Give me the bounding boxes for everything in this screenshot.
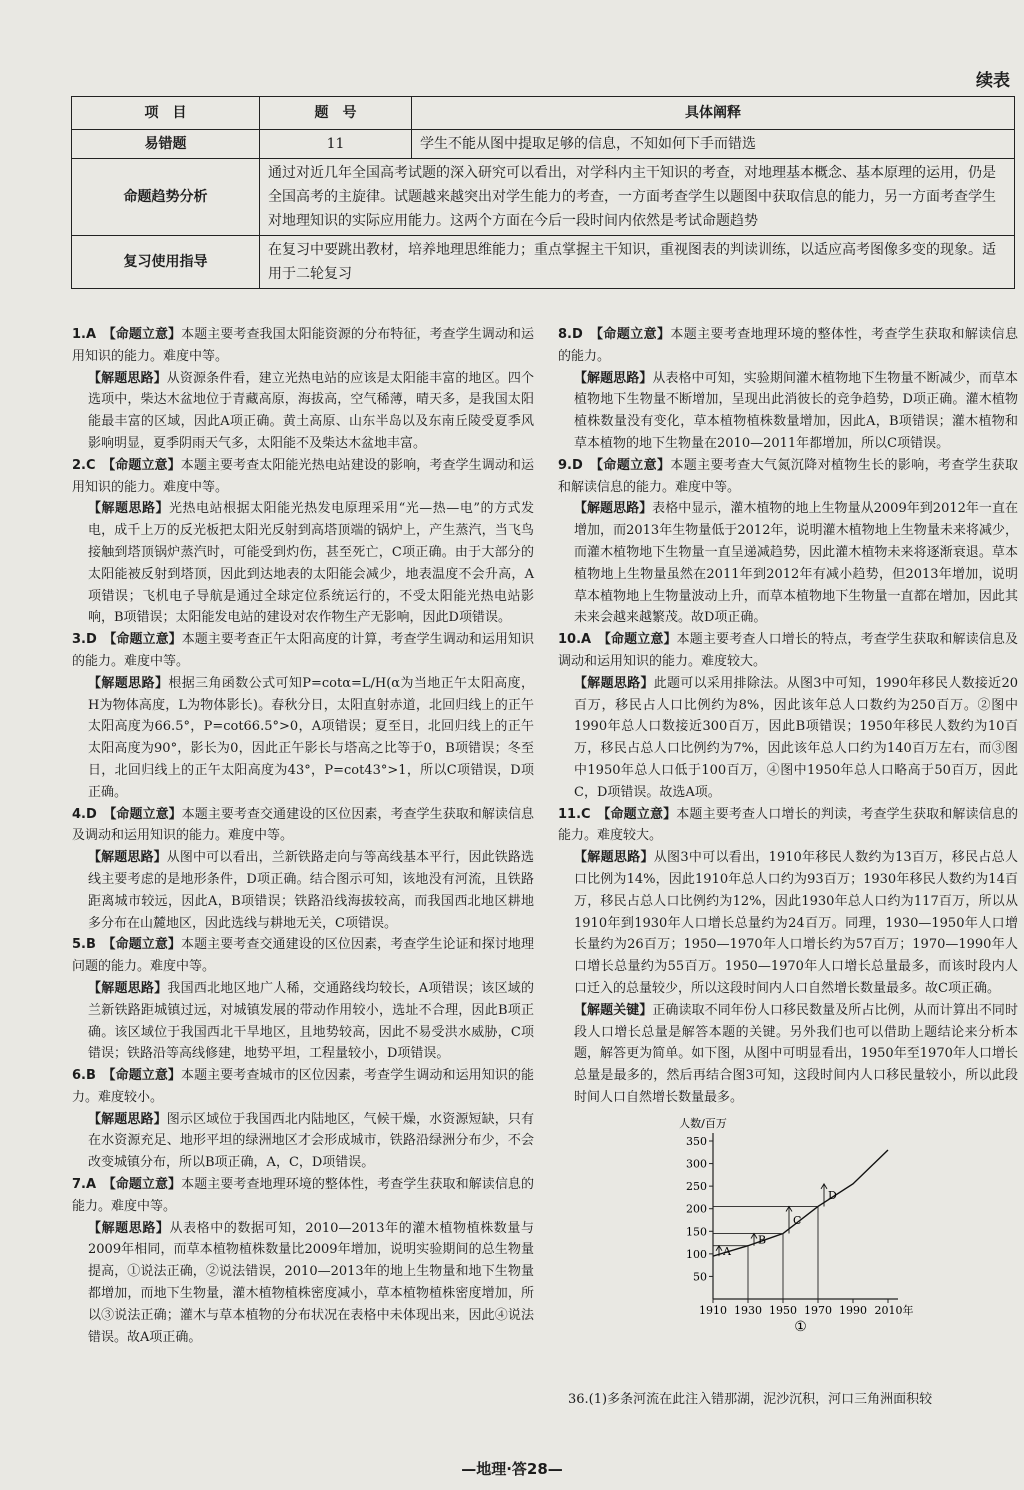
- y-tick-label: 300: [686, 1157, 707, 1171]
- x-tick-label: 1910: [699, 1303, 727, 1317]
- answer-9-solution: [558, 498, 1018, 629]
- answer-6-solution: [72, 1109, 534, 1174]
- answer-2: [72, 455, 534, 499]
- y-tick-label: 250: [686, 1179, 707, 1193]
- solution-text: 从表格中可知，实验期间灌木植物地下生物量不断减少，而草本植物地下生物量不断增加，呈现出此消彼长的竞争趋势，D项正确。灌木植物植株数量没有变化，草本植物植株数量增加，因此A，B项错误；灌木植物和草本植物的地下生物量在2010—2011年都增加，所以C项错误。: [574, 370, 1018, 451]
- left-column: [72, 324, 534, 1348]
- solution-text: 从表格中的数据可知，2010—2013年的灌木植物植株数量与2009年相同，而草本植物植株数量比2009年增加，说明实验期间的总生物量提高，①说法正确，②说法错误，2010—2013年的地上生物量和地下生物量都增加，而地下生物量，灌木植物植株密度减小，草本植物植株密度增加，所以③说法正确；灌木与草本植物的分布状况在表格中未体现出来，因此④说法错误。故A项正确。: [88, 1220, 534, 1345]
- answer-intent: 本题主要考查地理环境的整体性，考查学生获取和解读信息的能力。难度中等。: [72, 1177, 534, 1214]
- increment-label: A: [723, 1244, 731, 1258]
- x-tick-label: 2010年: [874, 1303, 914, 1317]
- answer-5: [72, 934, 534, 978]
- key-text: 正确读取不同年份人口移民数量及所占比例，从而计算出不同时段人口增长总量是解答本题的关键。另外我们也可以借助上题结论来分析本题，解答更为简单。如下图，从图中可明显看出，1950年至1970年人口增长总量是最多的，然后再结合图3可知，这段时间内人口移民量较小，所以此段时间人口自然增长数量最多。: [574, 1002, 1018, 1105]
- solution-tag: 【解题思路】: [88, 1111, 167, 1127]
- answer-intent: 本题主要考查交通建设的区位因素，考查学生论证和探讨地理问题的能力。难度中等。: [72, 937, 534, 975]
- increment-label: C: [793, 1213, 802, 1227]
- answer-7: [72, 1174, 534, 1218]
- row-label: 易错题: [72, 130, 260, 159]
- solution-tag: 【解题思路】: [88, 980, 168, 996]
- answer-head: 1.A 【命题立意】: [72, 327, 182, 342]
- answer-11-solution: [558, 847, 1018, 1000]
- answer-11-key: [558, 1000, 1018, 1109]
- solution-text: 光热电站根据太阳能光热发电原理采用“光—热—电”的方式发电，成千上万的反光板把太阳光反射到高塔顶端的锅炉上，产生蒸汽，当飞鸟接触到塔顶锅炉蒸汽时，可能受到灼伤，甚至死亡，C项正确。由于大部分的太阳能被反射到塔顶，因此到达地表的太阳能会减少，地表温度不会升高，A项错误；飞机电子导航是通过全球定位系统运行的，不受太阳能光热电站影响，B项错误；太阳能发电站的建设对农作物生产无影响，因此D项错误。: [88, 501, 534, 626]
- answer-3-solution: [72, 673, 534, 804]
- answer-head: 2.C 【命题立意】: [72, 457, 181, 473]
- solution-tag: 【解题思路】: [88, 501, 170, 517]
- answer-head: 3.D 【命题立意】: [72, 632, 182, 648]
- answer-head: 7.A 【命题立意】: [72, 1177, 182, 1193]
- answer-head: 5.B 【命题立意】: [72, 937, 181, 953]
- solution-tag: 【解题思路】: [574, 850, 654, 866]
- solution-text: 从资源条件看，建立光热电站的应该是太阳能丰富的地区。四个选项中，柴达木盆地位于青藏高原，海拔高，空气稀薄，晴天多，是我国太阳能最丰富的区域，因此A项正确。黄土高原、山东半岛以及东南丘陵受夏季风影响明显，夏季阴雨天气多，太阳能不及柴达木盆地丰富。: [88, 370, 534, 451]
- solution-text: 表格中显示，灌木植物的地上生物量从2009年到2012年一直在增加，而2013年生物量低于2012年，说明灌木植物地上生物量未来将减少，而灌木植物地下生物量一直呈递减趋势，因此灌木植物未来将逐渐衰退。草本植物地上生物量虽然在2011年到2012年有减小趋势，但2013年增加，说明草本植物地上生物量波动上升，而草本植物地下生物量一直都在增加，因此其未来会越来越繁茂。故D项正确。: [574, 501, 1018, 626]
- answer-intent: 本题主要考查城市的区位因素，考查学生调动和运用知识的能力。难度较小。: [72, 1068, 534, 1105]
- chart-title: ①: [794, 1318, 807, 1335]
- answer-36: 36.(1)多条河流在此注入错那湖，泥沙沉积，河口三角洲面积较: [568, 1392, 933, 1407]
- answer-intent: 本题主要考查人口增长的判读，考查学生获取和解读信息的能力。难度较大。: [558, 806, 1018, 844]
- increment-label: D: [828, 1188, 837, 1202]
- solution-tag: 【解题思路】: [88, 1220, 170, 1236]
- solution-text: 根据三角函数公式可知P=cotα=L/H(α为当地正午太阳高度，H为物体高度，L为物体影长)。春秋分日，太阳直射赤道，北回归线上的正午太阳高度为66.5°，P=cot66.5°>0，A项错误；夏至日，北回归线上的正午太阳高度为90°，影长为0，因此正午影长与塔高之比等于0，B项错误；冬至日，北回归线上的正午太阳高度为43°，P=cot43°>1，所以C项错误，D项正确。: [88, 675, 534, 800]
- answer-11: [558, 804, 1018, 848]
- table-row: [72, 130, 1015, 159]
- answer-intent: 本题主要考查人口增长的特点，考查学生获取和解读信息及调动和运用知识的能力。难度较大。: [558, 632, 1018, 669]
- y-tick-label: 150: [686, 1224, 707, 1238]
- solution-text: 从图3中可以看出，1910年移民人数约为13百万，移民占总人口比例为14%，因此1910年总人口约为93百万；1930年移民人数约为14百万，移民占总人口比例约为12%，因此1930年总人口约为117百万，所以从1910年到1930年人口增长总量约为24百万。同理，1930—1950年人口增长量约为26百万；1950—1970年人口增长约为57百万；1970—1990年人口增长总量约为55百万。1950—1970年人口增长总量最多，而该时段内人口迁入的总量较少，所以这段时间内人口自然增长数量最多。故C项正确。: [574, 850, 1018, 996]
- answer-6: [72, 1065, 534, 1109]
- answer-8: [558, 324, 1018, 368]
- x-tick-label: 1950: [769, 1303, 797, 1317]
- row-text: 通过对近几年全国高考试题的深入研究可以看出，对学科内主干知识的考查，对地理基本概念、基本原理的运用，仍是全国高考的主旋律。试题越来越突出对学生能力的考查，一方面考查学生以题图中获取信息的能力，另一方面考查学生对地理知识的实际应用能力。这两个方面在今后一段时间内依然是考试命题趋势: [260, 159, 1015, 236]
- header-number: 题 号: [260, 97, 412, 130]
- continued-label: 续表: [976, 71, 1010, 91]
- y-tick-label: 200: [686, 1202, 707, 1216]
- answer-head: 9.D 【命题立意】: [558, 457, 671, 473]
- row-label: 复习使用指导: [72, 236, 260, 289]
- solution-tag: 【解题思路】: [574, 370, 653, 386]
- answer-intent: 本题主要考查正午太阳高度的计算，考查学生调动和运用知识的能力。难度中等。: [72, 632, 534, 669]
- summary-table: [71, 96, 1015, 289]
- answer-head: 8.D 【命题立意】: [558, 327, 671, 342]
- solution-tag: 【解题思路】: [88, 850, 167, 866]
- increment-label: B: [758, 1233, 767, 1247]
- x-tick-label: 1990: [839, 1303, 867, 1317]
- answer-intent: 本题主要考查地理环境的整体性，考查学生获取和解读信息的能力。: [558, 327, 1018, 364]
- population-chart: [558, 1109, 1018, 1335]
- x-tick-label: 1930: [734, 1303, 762, 1317]
- answer-10: [558, 629, 1018, 673]
- population-chart-wrapper: [558, 1109, 1018, 1335]
- solution-text: 图示区域位于我国西北内陆地区，气候干燥，水资源短缺，只有在水资源充足、地形平坦的绿洲地区才会形成城市，铁路沿绿洲分布少，不会改变城镇分布，所以B项正确，A，C，D项错误。: [88, 1111, 534, 1171]
- row-label: 命题趋势分析: [72, 159, 260, 236]
- row-text: 在复习中要跳出教材，培养地理思维能力；重点掌握主干知识，重视图表的判读训练，以适应高考图像多变的现象。适用于二轮复习: [260, 236, 1015, 289]
- answer-intent: 本题主要考查我国太阳能资源的分布特征，考查学生调动和运用知识的能力。难度中等。: [72, 327, 534, 364]
- answer-intent: 本题主要考查大气氮沉降对植物生长的影响，考查学生获取和解读信息的能力。难度中等。: [558, 457, 1018, 495]
- table-header-row: [72, 97, 1015, 130]
- answer-head: 6.B 【命题立意】: [72, 1068, 181, 1084]
- answer-1: [72, 324, 534, 368]
- x-tick-label: 1970: [804, 1303, 832, 1317]
- answer-head: 11.C 【命题立意】: [558, 806, 677, 822]
- solution-tag: 【解题思路】: [88, 370, 167, 386]
- y-tick-label: 50: [693, 1270, 707, 1284]
- answer-4-solution: [72, 847, 534, 934]
- right-column: [558, 324, 1018, 1335]
- answer-head: 10.A 【命题立意】: [558, 632, 677, 648]
- solution-tag: 【解题思路】: [574, 675, 654, 691]
- answer-4: [72, 804, 534, 848]
- solution-tag: 【解题思路】: [88, 675, 169, 691]
- table-row: [72, 159, 1015, 236]
- answer-10-solution: [558, 673, 1018, 804]
- solution-text: 我国西北地区地广人稀，交通路线均较长，A项错误；该区域的兰新铁路距城镇过远，对城镇发展的带动作用较小，选址不合理，因此B项正确。该区域位于我国西北干旱地区，且地势较高，因此不易受洪水威胁，C项错误；铁路沿等高线修建，地势平坦，工程量较小，D项错误。: [88, 980, 534, 1062]
- table-row: [72, 236, 1015, 289]
- answer-head: 4.D 【命题立意】: [72, 806, 182, 822]
- row-text: 学生不能从图中提取足够的信息，不知如何下手而错选: [412, 130, 1015, 159]
- y-tick-label: 350: [686, 1134, 707, 1148]
- answer-intent: 本题主要考查交通建设的区位因素，考查学生获取和解读信息及调动和运用知识的能力。难度中等。: [72, 806, 534, 844]
- answer-1-solution: [72, 368, 534, 455]
- answer-5-solution: [72, 978, 534, 1065]
- header-item: 项 目: [72, 97, 260, 130]
- solution-text: 此题可以采用排除法。从图3中可知，1990年移民人数接近20百万，移民占人口比例约为8%，因此该年总人口数约为250百万。②图中1990年总人口数接近300百万，因此B项错误；1950年移民人数约为10百万，移民占总人口比例约为7%，因此该年总人口约为140百万左右，而③图中1950年总人口低于100百万，④图中1950年总人口略高于50百万，因此C，D项错误。故选A项。: [574, 675, 1018, 800]
- y-tick-label: 100: [686, 1247, 707, 1261]
- row-number: 11: [260, 130, 412, 159]
- answer-2-solution: [72, 498, 534, 629]
- answer-intent: 本题主要考查太阳能光热电站建设的影响，考查学生调动和运用知识的能力。难度中等。: [72, 457, 534, 495]
- series-line-total-population: [713, 1150, 888, 1256]
- header-detail: 具体阐释: [412, 97, 1015, 130]
- answer-7-solution: [72, 1218, 534, 1349]
- page-footer: —地理·答28—: [461, 1460, 563, 1478]
- answer-8-solution: [558, 368, 1018, 455]
- solution-tag: 【解题思路】: [574, 501, 653, 517]
- answer-3: [72, 629, 534, 673]
- answer-9: [558, 455, 1018, 499]
- key-tag: 【解题关键】: [574, 1002, 653, 1018]
- solution-text: 从图中可以看出，兰新铁路走向与等高线基本平行，因此铁路选线主要考虑的是地形条件，D项正确。结合图示可知，该地没有河流，且铁路距离城市较远，因此A，B项错误；铁路沿线海拔较高，而我国西北地区耕地多分布在山麓地区，因此选线与耕地无关，C项错误。: [88, 850, 534, 931]
- y-axis-label: 人数/百万: [679, 1116, 727, 1130]
